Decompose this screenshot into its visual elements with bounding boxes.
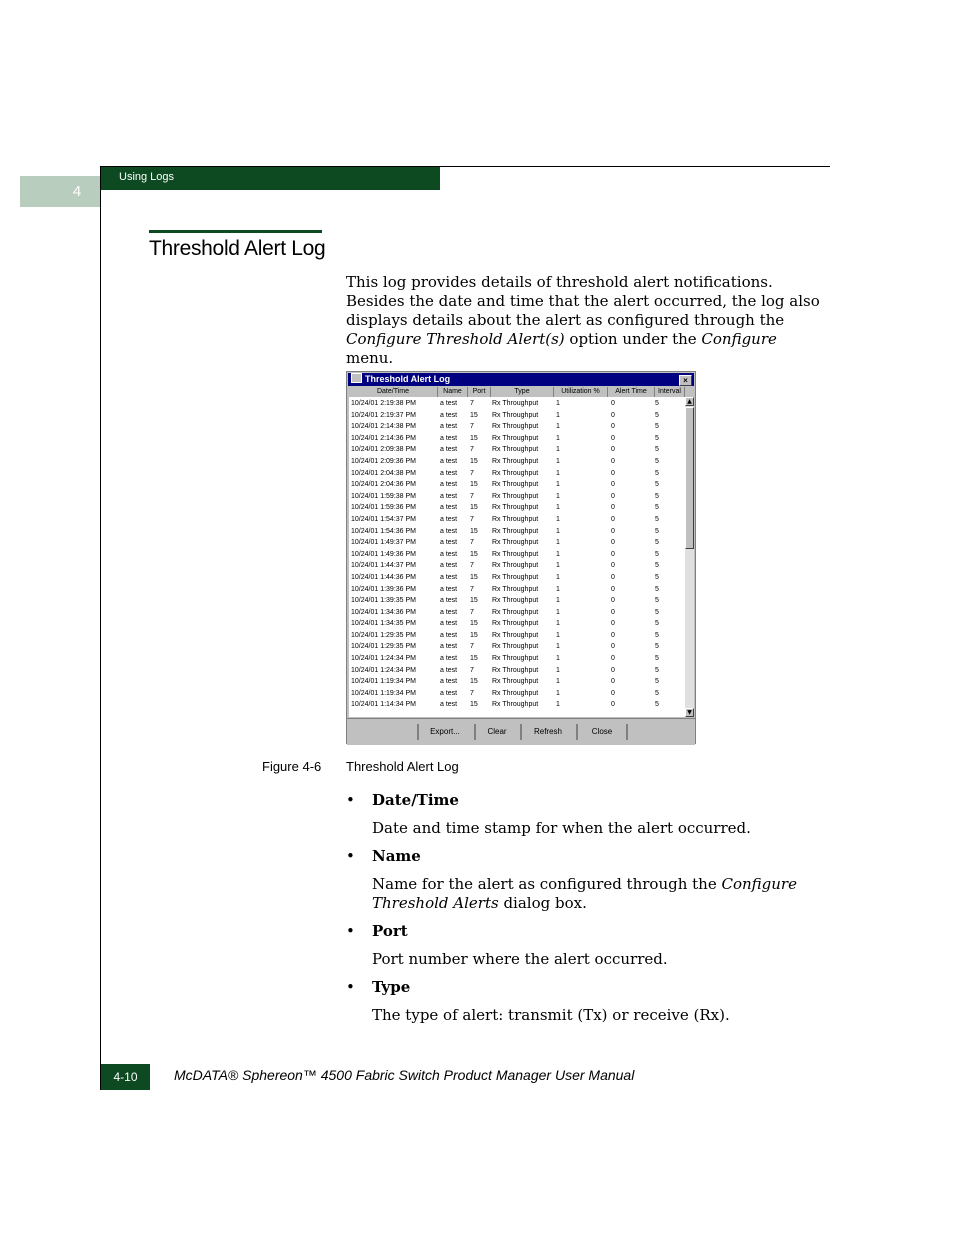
- table-cell: 1: [556, 469, 560, 477]
- table-cell: 0: [611, 655, 615, 663]
- table-cell: 1: [556, 515, 560, 523]
- table-cell: a test: [440, 643, 458, 651]
- term-type: Type: [372, 978, 411, 996]
- table-cell: 5: [655, 655, 659, 663]
- table-cell: 5: [655, 573, 659, 581]
- table-cell: 1: [556, 527, 560, 535]
- table-cell: 5: [655, 457, 659, 465]
- table-cell: a test: [440, 689, 458, 697]
- table-row[interactable]: [349, 699, 685, 711]
- table-cell: 10/24/01 1:54:36 PM: [351, 527, 416, 535]
- table-cell: Rx Throughput: [492, 562, 539, 570]
- table-cell: 0: [611, 434, 615, 442]
- table-row[interactable]: [349, 421, 685, 433]
- table-cell: 10/24/01 1:29:35 PM: [351, 643, 416, 651]
- export-button[interactable]: Export...: [417, 724, 471, 740]
- table-cell: a test: [440, 562, 458, 570]
- table-cell: a test: [440, 608, 458, 616]
- table-cell: 0: [611, 469, 615, 477]
- table-cell: a test: [440, 423, 458, 431]
- table-cell: 5: [655, 550, 659, 558]
- table-cell: 15: [470, 701, 478, 709]
- table-cell: a test: [440, 597, 458, 605]
- table-cell: 5: [655, 701, 659, 709]
- table-cell: Rx Throughput: [492, 689, 539, 697]
- table-cell: 0: [611, 701, 615, 709]
- table-cell: 5: [655, 631, 659, 639]
- table-cell: 7: [470, 492, 474, 500]
- table-cell: 1: [556, 655, 560, 663]
- term-name: Name: [372, 847, 421, 865]
- table-row[interactable]: [349, 491, 685, 503]
- window-title-bar[interactable]: [348, 373, 694, 386]
- table-cell: 0: [611, 678, 615, 686]
- table-cell: 0: [611, 573, 615, 581]
- table-cell: 0: [611, 492, 615, 500]
- table-cell: 0: [611, 608, 615, 616]
- table-cell: Rx Throughput: [492, 631, 539, 639]
- table-cell: 1: [556, 457, 560, 465]
- table-cell: 0: [611, 643, 615, 651]
- table-cell: Rx Throughput: [492, 504, 539, 512]
- table-row[interactable]: [349, 444, 685, 456]
- desc-name: Name for the alert as configured through the Configure Threshold Alerts dialog box.: [372, 875, 797, 912]
- table-row[interactable]: [349, 514, 685, 526]
- table-row[interactable]: [349, 433, 685, 445]
- table-cell: a test: [440, 434, 458, 442]
- table-cell: 10/24/01 1:24:34 PM: [351, 655, 416, 663]
- table-row[interactable]: [349, 479, 685, 491]
- table-cell: 7: [470, 608, 474, 616]
- table-cell: 5: [655, 678, 659, 686]
- table-cell: 7: [470, 562, 474, 570]
- table-cell: 0: [611, 666, 615, 674]
- table-row[interactable]: [349, 537, 685, 549]
- table-cell: Rx Throughput: [492, 434, 539, 442]
- table-cell: 1: [556, 631, 560, 639]
- figure-title: Threshold Alert Log: [346, 759, 459, 774]
- table-cell: 1: [556, 411, 560, 419]
- bullet-icon: •: [346, 791, 355, 809]
- table-cell: 15: [470, 527, 478, 535]
- table-cell: a test: [440, 457, 458, 465]
- close-button[interactable]: Close: [576, 724, 628, 740]
- table-cell: a test: [440, 481, 458, 489]
- table-cell: 0: [611, 550, 615, 558]
- table-cell: Rx Throughput: [492, 527, 539, 535]
- table-cell: 1: [556, 539, 560, 547]
- table-cell: a test: [440, 550, 458, 558]
- table-cell: Rx Throughput: [492, 446, 539, 454]
- table-cell: Rx Throughput: [492, 585, 539, 593]
- table-cell: 1: [556, 620, 560, 628]
- intro-paragraph: This log provides details of threshold alert notifications. Besides the date and time that the alert occurred, the log also displays details about the alert as configured through the Configure Threshold Alert(s) option under the Configure menu.: [346, 273, 820, 367]
- table-cell: 0: [611, 620, 615, 628]
- table-cell: a test: [440, 666, 458, 674]
- table-cell: 5: [655, 539, 659, 547]
- table-cell: 0: [611, 515, 615, 523]
- desc-port: Port number where the alert occurred.: [372, 950, 668, 968]
- table-cell: 5: [655, 411, 659, 419]
- table-cell: 15: [470, 655, 478, 663]
- table-cell: 5: [655, 481, 659, 489]
- table-cell: 10/24/01 1:14:34 PM: [351, 701, 416, 709]
- table-cell: 10/24/01 1:59:36 PM: [351, 504, 416, 512]
- table-row[interactable]: [349, 630, 685, 642]
- margin-rule: [100, 166, 101, 1090]
- table-cell: a test: [440, 631, 458, 639]
- table-cell: a test: [440, 527, 458, 535]
- table-cell: 1: [556, 689, 560, 697]
- configure-menu-ref: Configure: [701, 330, 777, 348]
- table-cell: 10/24/01 1:34:36 PM: [351, 608, 416, 616]
- table-row[interactable]: [349, 688, 685, 700]
- threshold-alert-log-window: [346, 371, 696, 744]
- table-cell: 15: [470, 457, 478, 465]
- table-cell: 0: [611, 689, 615, 697]
- table-cell: 15: [470, 411, 478, 419]
- column-header-alert-time[interactable]: Alert Time: [608, 387, 655, 397]
- table-cell: Rx Throughput: [492, 481, 539, 489]
- table-cell: Rx Throughput: [492, 643, 539, 651]
- table-cell: 10/24/01 1:24:34 PM: [351, 666, 416, 674]
- table-cell: 10/24/01 2:04:38 PM: [351, 469, 416, 477]
- table-row[interactable]: [349, 641, 685, 653]
- column-header-name[interactable]: Name: [438, 387, 468, 397]
- table-cell: a test: [440, 678, 458, 686]
- table-cell: 7: [470, 666, 474, 674]
- button-bar: [347, 718, 695, 745]
- table-row[interactable]: [349, 665, 685, 677]
- table-cell: 0: [611, 457, 615, 465]
- table-cell: Rx Throughput: [492, 620, 539, 628]
- table-cell: Rx Throughput: [492, 678, 539, 686]
- table-cell: 5: [655, 585, 659, 593]
- table-cell: 7: [470, 585, 474, 593]
- table-cell: 10/24/01 1:49:36 PM: [351, 550, 416, 558]
- window-title: Threshold Alert Log: [365, 374, 451, 384]
- table-cell: 15: [470, 481, 478, 489]
- table-cell: 0: [611, 585, 615, 593]
- table-cell: 10/24/01 1:44:37 PM: [351, 562, 416, 570]
- table-cell: a test: [440, 585, 458, 593]
- table-cell: 1: [556, 643, 560, 651]
- table-cell: 5: [655, 597, 659, 605]
- table-cell: 10/24/01 1:49:37 PM: [351, 539, 416, 547]
- table-cell: 1: [556, 573, 560, 581]
- table-cell: 15: [470, 504, 478, 512]
- table-cell: 1: [556, 400, 560, 407]
- table-cell: 7: [470, 539, 474, 547]
- table-cell: 5: [655, 689, 659, 697]
- figure-label: Figure 4-6: [262, 759, 322, 774]
- table-cell: a test: [440, 620, 458, 628]
- desc-type: The type of alert: transmit (Tx) or receive (Rx).: [372, 1006, 730, 1024]
- table-cell: 10/24/01 2:14:38 PM: [351, 423, 416, 431]
- table-cell: 1: [556, 562, 560, 570]
- column-header-type[interactable]: Type: [491, 387, 554, 397]
- table-cell: 1: [556, 492, 560, 500]
- table-cell: 5: [655, 400, 659, 407]
- table-cell: 1: [556, 504, 560, 512]
- table-cell: 10/24/01 1:34:35 PM: [351, 620, 416, 628]
- table-cell: 5: [655, 434, 659, 442]
- table-row[interactable]: [349, 549, 685, 561]
- table-row[interactable]: [349, 676, 685, 688]
- table-row[interactable]: [349, 618, 685, 630]
- table-cell: 0: [611, 446, 615, 454]
- table-row[interactable]: [349, 502, 685, 514]
- table-cell: 0: [611, 481, 615, 489]
- table-cell: 10/24/01 1:19:34 PM: [351, 678, 416, 686]
- table-row[interactable]: [349, 526, 685, 538]
- table-cell: Rx Throughput: [492, 550, 539, 558]
- table-cell: Rx Throughput: [492, 539, 539, 547]
- table-cell: 7: [470, 400, 474, 407]
- table-cell: Rx Throughput: [492, 597, 539, 605]
- table-cell: Rx Throughput: [492, 411, 539, 419]
- table-body: [349, 398, 685, 711]
- table-cell: 5: [655, 446, 659, 454]
- table-cell: a test: [440, 411, 458, 419]
- table-cell: 1: [556, 608, 560, 616]
- heading-rule: [149, 230, 322, 233]
- table-row[interactable]: [349, 584, 685, 596]
- table-cell: 0: [611, 527, 615, 535]
- table-cell: a test: [440, 504, 458, 512]
- table-cell: 5: [655, 423, 659, 431]
- table-cell: 7: [470, 689, 474, 697]
- table-cell: 1: [556, 434, 560, 442]
- chapter-number: 4: [72, 183, 82, 200]
- app-icon: [351, 373, 362, 383]
- table-cell: 5: [655, 608, 659, 616]
- table-cell: 7: [470, 446, 474, 454]
- alert-log-table: [349, 387, 685, 717]
- table-cell: 15: [470, 620, 478, 628]
- table-cell: 5: [655, 504, 659, 512]
- table-cell: 5: [655, 562, 659, 570]
- table-cell: 0: [611, 562, 615, 570]
- table-header: [349, 387, 685, 397]
- table-cell: 1: [556, 550, 560, 558]
- configure-threshold-alert-ref: Configure Threshold Alert(s): [346, 330, 565, 348]
- table-cell: 7: [470, 515, 474, 523]
- table-cell: 7: [470, 423, 474, 431]
- table-cell: Rx Throughput: [492, 666, 539, 674]
- table-cell: Rx Throughput: [492, 608, 539, 616]
- table-cell: 10/24/01 2:09:36 PM: [351, 457, 416, 465]
- close-icon[interactable]: ×: [679, 375, 692, 386]
- scroll-up-icon[interactable]: ▲: [685, 397, 694, 406]
- table-cell: 1: [556, 585, 560, 593]
- table-cell: a test: [440, 446, 458, 454]
- bullet-icon: •: [346, 847, 355, 865]
- table-cell: a test: [440, 469, 458, 477]
- table-cell: 15: [470, 631, 478, 639]
- table-cell: a test: [440, 492, 458, 500]
- column-header-datetime[interactable]: Date/Time: [349, 387, 438, 397]
- table-cell: 10/24/01 1:19:34 PM: [351, 689, 416, 697]
- table-cell: 10/24/01 2:19:37 PM: [351, 411, 416, 419]
- refresh-button[interactable]: Refresh: [520, 724, 574, 740]
- table-cell: 0: [611, 411, 615, 419]
- page-number: 4-10: [101, 1064, 150, 1090]
- manual-title: McDATA® Sphereon™ 4500 Fabric Switch Product Manager User Manual: [174, 1067, 635, 1083]
- table-cell: a test: [440, 655, 458, 663]
- table-cell: 1: [556, 597, 560, 605]
- table-cell: 10/24/01 1:39:36 PM: [351, 585, 416, 593]
- table-cell: 5: [655, 527, 659, 535]
- table-cell: 10/24/01 2:09:38 PM: [351, 446, 416, 454]
- desc-datetime: Date and time stamp for when the alert occurred.: [372, 819, 751, 837]
- table-row[interactable]: [349, 560, 685, 572]
- table-cell: 7: [470, 643, 474, 651]
- table-cell: a test: [440, 701, 458, 709]
- table-cell: Rx Throughput: [492, 701, 539, 709]
- table-row[interactable]: [349, 410, 685, 422]
- table-cell: a test: [440, 539, 458, 547]
- table-row[interactable]: [349, 653, 685, 665]
- table-cell: 15: [470, 550, 478, 558]
- table-cell: 0: [611, 539, 615, 547]
- table-cell: 15: [470, 678, 478, 686]
- table-cell: 5: [655, 469, 659, 477]
- scroll-down-icon[interactable]: ▼: [685, 708, 694, 717]
- table-cell: 5: [655, 666, 659, 674]
- table-cell: Rx Throughput: [492, 573, 539, 581]
- table-cell: 0: [611, 597, 615, 605]
- table-cell: 1: [556, 481, 560, 489]
- bullet-icon: •: [346, 922, 355, 940]
- table-cell: 10/24/01 1:54:37 PM: [351, 515, 416, 523]
- table-cell: 5: [655, 515, 659, 523]
- table-cell: 10/24/01 1:59:38 PM: [351, 492, 416, 500]
- table-cell: 15: [470, 573, 478, 581]
- table-row[interactable]: [349, 398, 685, 410]
- table-cell: a test: [440, 515, 458, 523]
- table-cell: 10/24/01 1:39:35 PM: [351, 597, 416, 605]
- column-header-utilization[interactable]: Utilization %: [554, 387, 608, 397]
- table-cell: 0: [611, 504, 615, 512]
- table-cell: 5: [655, 643, 659, 651]
- table-row[interactable]: [349, 607, 685, 619]
- term-port: Port: [372, 922, 408, 940]
- table-row[interactable]: [349, 468, 685, 480]
- term-datetime: Date/Time: [372, 791, 459, 809]
- table-cell: a test: [440, 400, 458, 407]
- table-cell: 10/24/01 2:14:36 PM: [351, 434, 416, 442]
- table-cell: a test: [440, 573, 458, 581]
- bullet-icon: •: [346, 978, 355, 996]
- scroll-thumb[interactable]: [685, 407, 694, 549]
- table-cell: 0: [611, 631, 615, 639]
- table-cell: Rx Throughput: [492, 457, 539, 465]
- section-label: Using Logs: [119, 171, 175, 183]
- table-cell: Rx Throughput: [492, 515, 539, 523]
- table-cell: Rx Throughput: [492, 492, 539, 500]
- table-cell: 1: [556, 446, 560, 454]
- table-row[interactable]: [349, 572, 685, 584]
- table-cell: 1: [556, 701, 560, 709]
- table-cell: Rx Throughput: [492, 469, 539, 477]
- table-cell: 15: [470, 597, 478, 605]
- table-cell: 1: [556, 678, 560, 686]
- table-cell: Rx Throughput: [492, 400, 539, 407]
- column-header-interval[interactable]: Interval: [655, 387, 685, 397]
- table-cell: 10/24/01 2:19:38 PM: [351, 400, 416, 407]
- table-row[interactable]: [349, 595, 685, 607]
- table-cell: 10/24/01 1:44:36 PM: [351, 573, 416, 581]
- table-cell: 0: [611, 423, 615, 431]
- table-cell: Rx Throughput: [492, 655, 539, 663]
- table-cell: Rx Throughput: [492, 423, 539, 431]
- clear-button[interactable]: Clear: [474, 724, 518, 740]
- table-cell: 10/24/01 2:04:36 PM: [351, 481, 416, 489]
- table-cell: 10/24/01 1:29:35 PM: [351, 631, 416, 639]
- page-title: Threshold Alert Log: [149, 237, 326, 260]
- table-cell: 7: [470, 469, 474, 477]
- table-cell: 5: [655, 492, 659, 500]
- table-cell: 1: [556, 666, 560, 674]
- table-cell: 1: [556, 423, 560, 431]
- vertical-scrollbar[interactable]: [685, 397, 694, 717]
- column-header-port[interactable]: Port: [468, 387, 491, 397]
- table-cell: 0: [611, 400, 615, 407]
- table-row[interactable]: [349, 456, 685, 468]
- table-cell: 15: [470, 434, 478, 442]
- table-cell: 5: [655, 620, 659, 628]
